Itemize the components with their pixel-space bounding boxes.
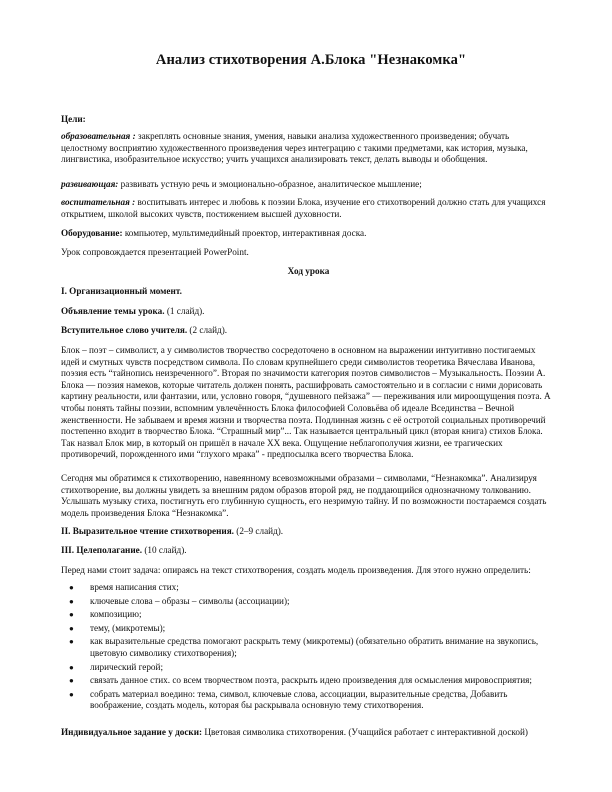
- list-item: [61, 582, 556, 594]
- topic-label: Объявление темы урока.: [61, 306, 165, 316]
- paragraph-neznakomka: Сегодня мы обратимся к стихотворению, навеянному всевозможными образами – символами, “Незнакомка”. Анализируя стихотворение, вы должны увидеть за внешним рядом образов второй ряд, не поддающийся однозначному толкованию. Услышать музыку стиха, постигнуть его глубинную сущность, его незримую тайну. И по возможности постараемся создать модель произведения Блока “Незнакомка”.: [61, 473, 547, 518]
- goal-educational-text: закреплять основные знания, умения, навыки анализа художественного произведения; обучать целостному восприятию художественного произведения через интеграцию с такими предметами, как история, музыка, лингвистика, изобразительное искусство; учить учащихся анализировать текст, делать выводы и обобщения.: [61, 131, 528, 165]
- topic-announcement: [61, 306, 556, 318]
- bullet-icon: ●: [69, 689, 74, 699]
- bullet-icon: ●: [69, 610, 74, 620]
- lesson-heading-label: Ход урока: [287, 266, 330, 276]
- bullet-icon: ●: [69, 583, 74, 592]
- list-item: [61, 623, 556, 635]
- section-2-text: (2–9 слайд).: [233, 526, 284, 536]
- list-item: [61, 689, 556, 712]
- list-item-text: композицию;: [90, 609, 142, 620]
- bullet-icon: ●: [69, 676, 74, 686]
- topic-text: (1 слайд).: [164, 306, 205, 316]
- task-list: [61, 582, 556, 712]
- list-item-text: тему, (микротемы);: [90, 622, 166, 633]
- presentation-note: Урок сопровождается презентацией PowerPoint.: [61, 247, 249, 257]
- section-1-label: I. Организационный момент.: [61, 286, 182, 296]
- task-intro: Перед нами стоит задача: опираясь на текст стихотворения, создать модель произведения. Для этого нужно определить:: [61, 565, 531, 575]
- individual-task-text: Цветовая символика стихотворения. (Учащийся работает с интерактивной доской): [202, 727, 528, 737]
- section-3-text: (10 слайд).: [142, 545, 187, 555]
- paragraph-symbolism: Блок – поэт – символист, а у символистов творчество сосредоточено в основном на выражении интуитивно постигаемых идей и смутных чувств посредством символа. По словам крупнейшего среди символистов теоретика Вячеслава Иванова, поэзия есть “тайнопись неизреченного”. Вторая по значимости категория поэтов символистов – Музыкальность. Поэзии А. Блока — поэзия намеков, которые читатель должен понять, расшифровать самостоятельно и в согласии с ними дорисовать картину реальности, или фантазии, или, условно говоря, “душевного пейзажа” — переживания или мироощущения поэта. А чтобы понять тайны поэзии, вспомним увлечённость Блока философией Соловьёва об идеале Всединства – Вечной женственности. Не забываем и время жизни и творчества поэта. Подлинная жизнь с её остротой социальных противоречий постепенно входит в творчество Блока. “Страшный мир”... Так называется центральный цикл (вторая книга) стихов Блока. Так назвал Блок мир, в который он пришёл в начале XX века. Ощущение неблагополучия жизни, ее трагических противоречий, порожденного ими “глухого мрака” - предпосылка всего творчества Блока.: [61, 345, 551, 460]
- list-item-text: ключевые слова – образы – символы (ассоциации);: [90, 595, 290, 606]
- section-1: [61, 286, 556, 298]
- bullet-icon: ●: [69, 596, 74, 606]
- intro-text: (2 слайд).: [187, 325, 228, 335]
- bullet-icon: ●: [69, 637, 74, 647]
- goal-upbringing: [61, 197, 556, 220]
- goal-developing-text: развивать устную речь и эмоционально-образное, аналитическое мышление;: [118, 179, 422, 189]
- goal-upbringing-label: воспитательная :: [61, 197, 136, 207]
- intro-word: [61, 325, 556, 337]
- bullet-icon: ●: [69, 623, 74, 633]
- individual-task: [61, 727, 556, 739]
- section-3-label: III. Целеполагание.: [61, 545, 143, 555]
- goal-educational-label: образовательная :: [61, 131, 136, 141]
- list-item-text: собрать материал воедино: тема, символ, ключевые слова, ассоциации, выразительные средства, Добавить воображение, создать модель, которая бы раскрывала основную тему стихотворения.: [90, 688, 508, 711]
- individual-task-label: Индивидуальное задание у доски:: [61, 727, 203, 737]
- lesson-heading: [61, 266, 556, 278]
- list-item: [61, 636, 556, 659]
- list-item: [61, 596, 556, 608]
- goals-heading: [61, 114, 556, 126]
- section-2: [61, 526, 556, 538]
- equipment-text: компьютер, мультимедийный проектор, интерактивная доска.: [122, 228, 367, 238]
- list-item-text: связать данное стих. со всем творчеством поэта, раскрыть идею произведения для осмысления мировосприятия;: [90, 675, 532, 686]
- list-item: [61, 662, 556, 674]
- bullet-icon: ●: [69, 662, 74, 672]
- equipment: [61, 228, 556, 240]
- list-item-text: лирический герой;: [90, 661, 163, 672]
- document-title: Анализ стихотворения А.Блока "Незнакомка": [155, 52, 467, 68]
- goals-heading-label: Цели:: [61, 114, 86, 124]
- list-item: [61, 609, 556, 621]
- list-item-text: как выразительные средства помогают раскрыть тему (микротемы) (обязательно обратить внимание на звукопись, цветовую символику стихотворения);: [90, 636, 539, 658]
- equipment-label: Оборудование:: [61, 228, 123, 238]
- section-2-label: II. Выразительное чтение стихотворения.: [61, 526, 234, 536]
- goal-educational: [61, 131, 556, 166]
- section-3: [61, 545, 556, 557]
- goal-developing: [61, 179, 556, 191]
- goal-developing-label: развивающая:: [61, 179, 119, 189]
- list-item: [61, 675, 556, 687]
- list-item-text: время написания стих;: [90, 582, 179, 592]
- goal-upbringing-text: воспитывать интерес и любовь к поэзии Блока, изучение его стихотворений должно стать для учащихся открытием, школой высоких чувств, постижением высшей духовности.: [61, 197, 546, 219]
- intro-label: Вступительное слово учителя.: [61, 325, 188, 335]
